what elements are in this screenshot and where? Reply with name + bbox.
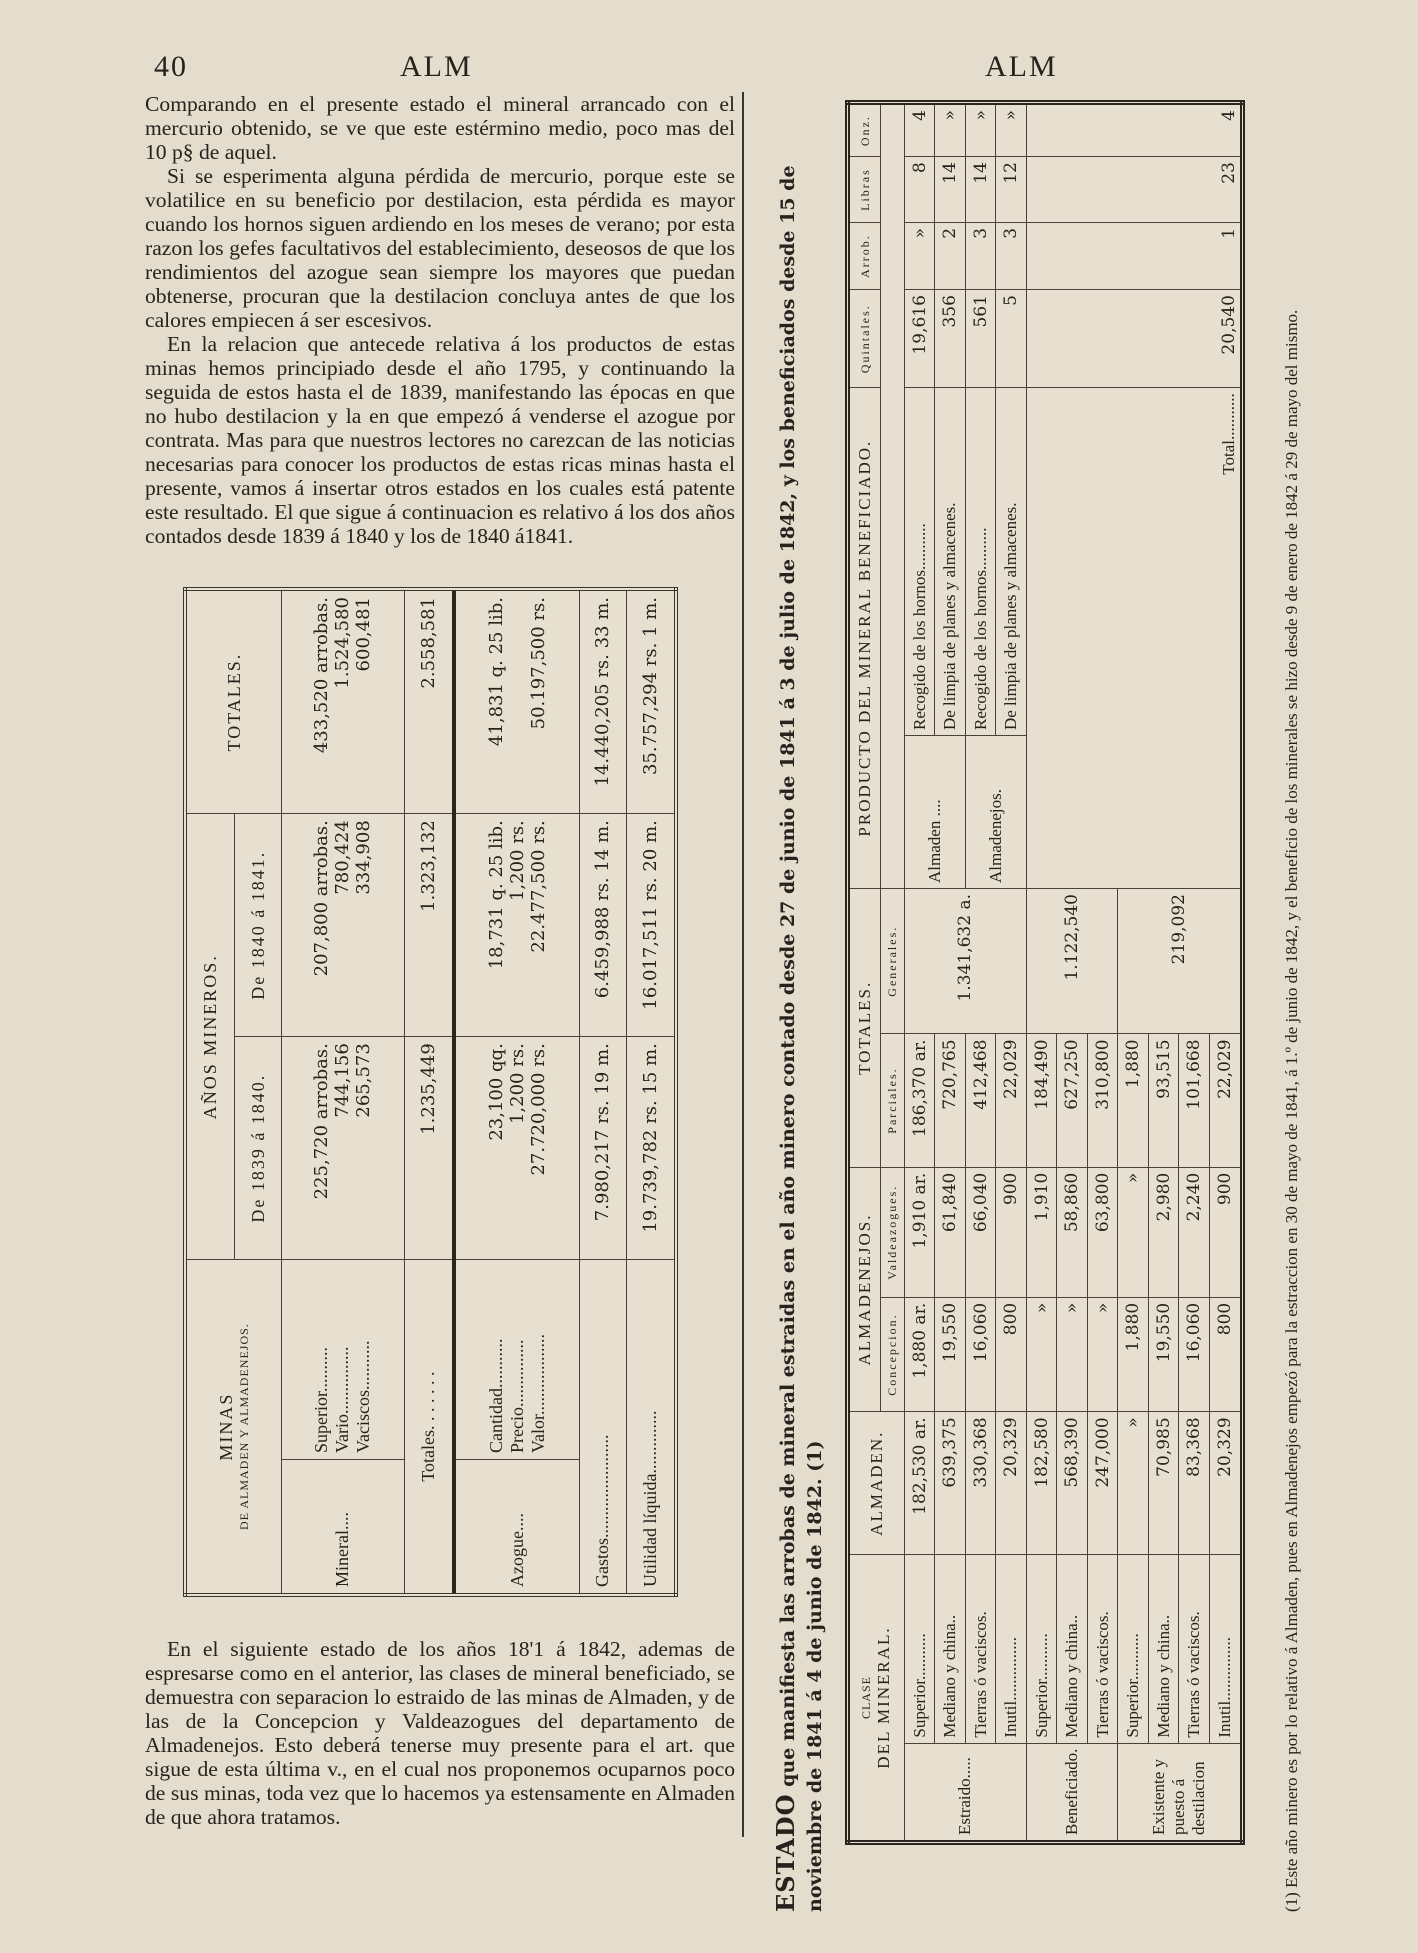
cell: 101,668: [1179, 1034, 1209, 1167]
gastos-total: 14.440,205 rs. 33 m.: [579, 589, 626, 814]
cell: 4: [904, 103, 934, 157]
generales-existente: 219,092: [1118, 889, 1243, 1034]
producto-hornos-2: Recogido de los hornos..........: [965, 388, 995, 736]
azogue-year1: [454, 1037, 579, 1260]
cell: 14: [935, 157, 965, 223]
cell: »: [904, 222, 934, 289]
utilidad-year1: 19.739,782 rs. 15 m.: [626, 1037, 676, 1260]
mineral-label: Mineral....: [282, 1460, 405, 1595]
cell: 58,860: [1057, 1167, 1087, 1297]
libras-header: Libras: [848, 157, 881, 223]
cell: 8: [904, 157, 934, 223]
producto-total-label: Total...........: [1026, 388, 1242, 889]
cell: 61,840: [935, 1167, 965, 1297]
cell: »: [1087, 1297, 1117, 1412]
group-estraido: Estraido.....: [904, 1743, 1026, 1842]
producto-limpia-1: De limpia de planes y almacenes.: [935, 388, 965, 736]
producto-hornos-1: Recogido de los hornos...........: [904, 388, 934, 736]
totales-header: TOTALES.: [185, 589, 282, 814]
cell: 720,765: [935, 1034, 965, 1167]
totales-total: 2.558,581: [404, 589, 454, 814]
onz-header: Onz.: [848, 103, 881, 157]
producto-limpia-2: De limpia de planes y almacenes.: [996, 388, 1026, 736]
paragraph-3: En la relacion que antecede relativa á los productos de estas minas hemos principiado desde el año 1795, y continuando la seguida de estos hasta el de 1839, manifestando las épocas en que no hubo destilacion y la en que empezó á venderse el azogue por contrata. Mas para que nuestros lectores no carezcan de las noticias necesarias para conocer los productos de estas ricas minas hasta el presente, vamos á insertar otros estados en los cuales está patente este resultado. El que sigue á continuacion es relativo á los dos años contados desde 1839 á 1840 y los de 1840 á1841.: [145, 332, 735, 548]
cell: 3: [996, 222, 1026, 289]
group-existente: Existente y puesto á destilacion: [1118, 1743, 1243, 1842]
table-estado: [845, 100, 1245, 1845]
cell: 12: [996, 157, 1026, 223]
gastos-year2: 6.459,988 rs. 14 m.: [579, 814, 626, 1037]
cell: 207,800 arrobas.: [311, 820, 333, 977]
cell: 70,985: [1148, 1412, 1178, 1555]
cell: 356: [935, 290, 965, 388]
producto-spacer: [881, 103, 905, 889]
cell: 23,100 qq.: [485, 1043, 507, 1141]
producto-almadenejos: Almadenejos.: [965, 736, 1026, 889]
utilidad-label: Utilidad líquida..............: [626, 1260, 676, 1595]
cell: 186,370 ar.: [904, 1034, 934, 1167]
generales-estraido: 1.341,632 a.: [904, 889, 1026, 1034]
class-mediano: Mediano y china..: [935, 1555, 965, 1744]
cell: 334,908: [353, 820, 375, 895]
left-column-text: [145, 92, 735, 548]
cell: 182,580: [1026, 1412, 1056, 1555]
almadenejos-header: ALMADENEJOS.: [848, 1167, 881, 1412]
cell: 412,468: [965, 1034, 995, 1167]
cell: 247,000: [1087, 1412, 1117, 1555]
azogue-label: Azogue....: [454, 1460, 579, 1595]
paragraph-1: Comparando en el presente estado el mineral arrancado con el mercurio obtenido, se ve que este estérmino medio, poco mas del 10 p§ de aquel.: [145, 92, 735, 164]
group-beneficiado: Beneficiado.: [1026, 1743, 1117, 1842]
footnote-rotated: [1280, 32, 1304, 1912]
footnote: (1) Este año minero es por lo relativo á Almaden, pues en Almadenejos empezó para la estraccion en 30 de mayo de 1841, á 1.º de junio de 1842, y el beneficio de los minerales se hizo desde 9 de enero de 1842 á 29 de mayo del mismo.: [1282, 309, 1301, 1912]
vaciscos-label: Vaciscos...........: [353, 1340, 374, 1454]
table2-title-rotated: [772, 92, 829, 1912]
left-column-after-table: [145, 1637, 735, 1829]
parciales-header: Parciales.: [881, 1034, 905, 1167]
cell: 1,200 rs.: [506, 820, 528, 902]
column-divider: [742, 92, 744, 1837]
class-mediano: Mediano y china..: [1057, 1555, 1087, 1744]
year2-header: De 1840 á 1841.: [235, 814, 282, 1037]
cell: 14: [965, 157, 995, 223]
class-inutil: Inutil...............: [996, 1555, 1026, 1744]
cell: 265,573: [353, 1043, 375, 1118]
cell: 310,800: [1087, 1034, 1117, 1167]
table-estado-rotated: [845, 100, 1245, 1845]
cell: 1,880: [1118, 1034, 1148, 1167]
generales-header: Generales.: [881, 889, 905, 1034]
gastos-year1: 7.980,217 rs. 19 m.: [579, 1037, 626, 1260]
cell: 18,731 q. 25 lib.: [485, 820, 507, 970]
mineral-year1: [282, 1037, 405, 1260]
cell: 19,616: [904, 290, 934, 388]
superior-label: Superior..........: [311, 1347, 332, 1454]
cell: »: [1057, 1297, 1087, 1412]
running-head-left: ALM: [400, 50, 473, 83]
cell: 627,250: [1057, 1034, 1087, 1167]
cell: 780,424: [332, 820, 354, 895]
cantidad-label: Cantidad...........: [485, 1338, 506, 1454]
cell: »: [1118, 1412, 1148, 1555]
cell: 1,880 ar.: [904, 1297, 934, 1412]
estado-word: ESTADO: [771, 1793, 800, 1912]
minas-header: MINAS: [216, 1392, 237, 1461]
cell: 22,029: [996, 1034, 1026, 1167]
cell: 568,390: [1057, 1412, 1087, 1555]
cell: 93,515: [1148, 1034, 1178, 1167]
cell: 2,240: [1179, 1167, 1209, 1297]
cell: 1.524,580: [332, 597, 354, 689]
utilidad-total: 35.757,294 rs. 1 m.: [626, 589, 676, 814]
cell: 16,060: [965, 1297, 995, 1412]
producto-header: PRODUCTO DEL MINERAL BENEFICIADO.: [848, 388, 881, 889]
totales-year1: 1.235,449: [404, 1037, 454, 1260]
estado-text: que manifiesta las arrobas de mineral estraidas en el año minero contado desde 27 de junio de 1841 á 3 de julio de 1842, y los beneficiados desde 15 de noviembre de 1841 á 4 de junio de 1842. (1): [777, 165, 826, 1912]
cell: 1: [1026, 222, 1242, 289]
cell: 600,481: [353, 597, 375, 672]
cell: 2,980: [1148, 1167, 1178, 1297]
cell: 19,550: [935, 1297, 965, 1412]
valor-label: Valor..................: [527, 1334, 548, 1454]
mineral-year2: [282, 814, 405, 1037]
cell: 23: [1026, 157, 1242, 223]
cell: 50.197,500 rs.: [527, 597, 549, 730]
cell: 27.720,000 rs.: [527, 1043, 549, 1176]
cell: 66,040: [965, 1167, 995, 1297]
totales-header: TOTALES.: [848, 889, 881, 1168]
cell: »: [996, 103, 1026, 157]
cell: 5: [996, 290, 1026, 388]
class-superior: Superior...........: [904, 1555, 934, 1744]
cell: 3: [965, 222, 995, 289]
azogue-total: [454, 589, 579, 814]
cell: 184,490: [1026, 1034, 1056, 1167]
arrob-header: Arrob.: [848, 222, 881, 289]
anos-header: AÑOS MINEROS.: [185, 814, 235, 1260]
minas-subheader: DE ALMADEN Y ALMADENEJOS.: [237, 1323, 252, 1530]
cell: 4: [1026, 103, 1242, 157]
azogue-classes: [454, 1260, 579, 1460]
cell: 16,060: [1179, 1297, 1209, 1412]
cell: 1,880: [1118, 1297, 1148, 1412]
cell: 639,375: [935, 1412, 965, 1555]
vario-label: Vario...............: [332, 1346, 353, 1454]
producto-almaden: Almaden ....: [904, 736, 965, 889]
cell: 19,550: [1148, 1297, 1178, 1412]
concepcion-header: Concepcion.: [881, 1297, 905, 1412]
totales-year2: 1.323,132: [404, 814, 454, 1037]
cell: 1,910 ar.: [904, 1167, 934, 1297]
table2-title: [772, 92, 829, 1912]
cell: 800: [1209, 1297, 1242, 1412]
cell: 900: [1209, 1167, 1242, 1297]
page-number: 40: [154, 50, 188, 83]
almaden-header: ALMADEN.: [848, 1412, 905, 1555]
cell: 330,368: [965, 1412, 995, 1555]
utilidad-year2: 16.017,511 rs. 20 m.: [626, 814, 676, 1037]
totales-label: Totales. . . . . . .: [404, 1260, 454, 1595]
cell: »: [965, 103, 995, 157]
cell: 1,910: [1026, 1167, 1056, 1297]
gastos-label: Gastos.......................: [579, 1260, 626, 1595]
azogue-year2: [454, 814, 579, 1037]
cell: 182,530 ar.: [904, 1412, 934, 1555]
cell: 20,329: [996, 1412, 1026, 1555]
class-tierras: Tierras ó vaciscos.: [965, 1555, 995, 1744]
paragraph-4: En el siguiente estado de los años 18'1 á 1842, ademas de espresarse como en el anterior, las clases de mineral beneficiado, se demuestra con separacion lo estraido de las minas de Almaden, y de las de la Concepcion y Valdeazogues del departamento de Almadenejos. Esto deberá tenerse muy presente para el art. que sigue de esta última v., en el cual nos proponemos ocuparnos poco de sus minas, toda vez que lo hacemos ya estensamente en Almaden de que ahora tratamos.: [145, 1637, 735, 1829]
class-superior: Superior...........: [1026, 1555, 1056, 1744]
running-head-right: ALM: [985, 50, 1058, 83]
mineral-classes: [282, 1260, 405, 1460]
cell: 2: [935, 222, 965, 289]
cell: 225,720 arrobas.: [311, 1043, 333, 1200]
class-tierras: Tierras ó vaciscos.: [1087, 1555, 1117, 1744]
quintales-header: Quintales.: [848, 290, 881, 388]
table-years: [183, 587, 678, 1597]
cell: »: [1026, 1297, 1056, 1412]
cell: 1,200 rs.: [506, 1043, 528, 1125]
cell: 900: [996, 1167, 1026, 1297]
cell: 22.477,500 rs.: [527, 820, 549, 953]
paragraph-2: Si se esperimenta alguna pérdida de mercurio, porque este se volatilice en su beneficio por destilacion, esta pérdida es mayor cuando los hornos siguen ardiendo en los meses de verano; por esta razon los gefes facultativos del establecimiento, deseosos de que los rendimientos del azogue sean siempre los mayores que puedan obtenerse, procuran que la destilacion concluya antes de que los calores empiecen á ser escesivos.: [145, 164, 735, 332]
del-mineral-header: DEL MINERAL.: [874, 1626, 894, 1769]
cell: 744,156: [332, 1043, 354, 1118]
cell: 800: [996, 1297, 1026, 1412]
cell: 83,368: [1179, 1412, 1209, 1555]
generales-beneficiado: 1.122,540: [1026, 889, 1117, 1034]
table-years-rotated: [183, 587, 678, 1597]
valdeazogues-header: Valdeazogues.: [881, 1167, 905, 1297]
cell: »: [935, 103, 965, 157]
class-tierras: Tierras ó vaciscos.: [1179, 1555, 1209, 1744]
class-superior: Superior...........: [1118, 1555, 1148, 1744]
cell: »: [1118, 1167, 1148, 1297]
cell: 561: [965, 290, 995, 388]
cell: 63,800: [1087, 1167, 1117, 1297]
cell: 22,029: [1209, 1034, 1242, 1167]
mineral-total: [282, 589, 405, 814]
cell: 41,831 q. 25 lib.: [485, 597, 507, 747]
class-inutil: Inutil...............: [1209, 1555, 1242, 1744]
class-mediano: Mediano y china..: [1148, 1555, 1178, 1744]
clase-header: CLASE: [859, 1676, 874, 1720]
year1-header: De 1839 á 1840.: [235, 1037, 282, 1260]
cell: 20,329: [1209, 1412, 1242, 1555]
cell: 20,540: [1026, 290, 1242, 388]
precio-label: Precio...............: [506, 1339, 527, 1454]
cell: 433,520 arrobas.: [311, 597, 333, 754]
